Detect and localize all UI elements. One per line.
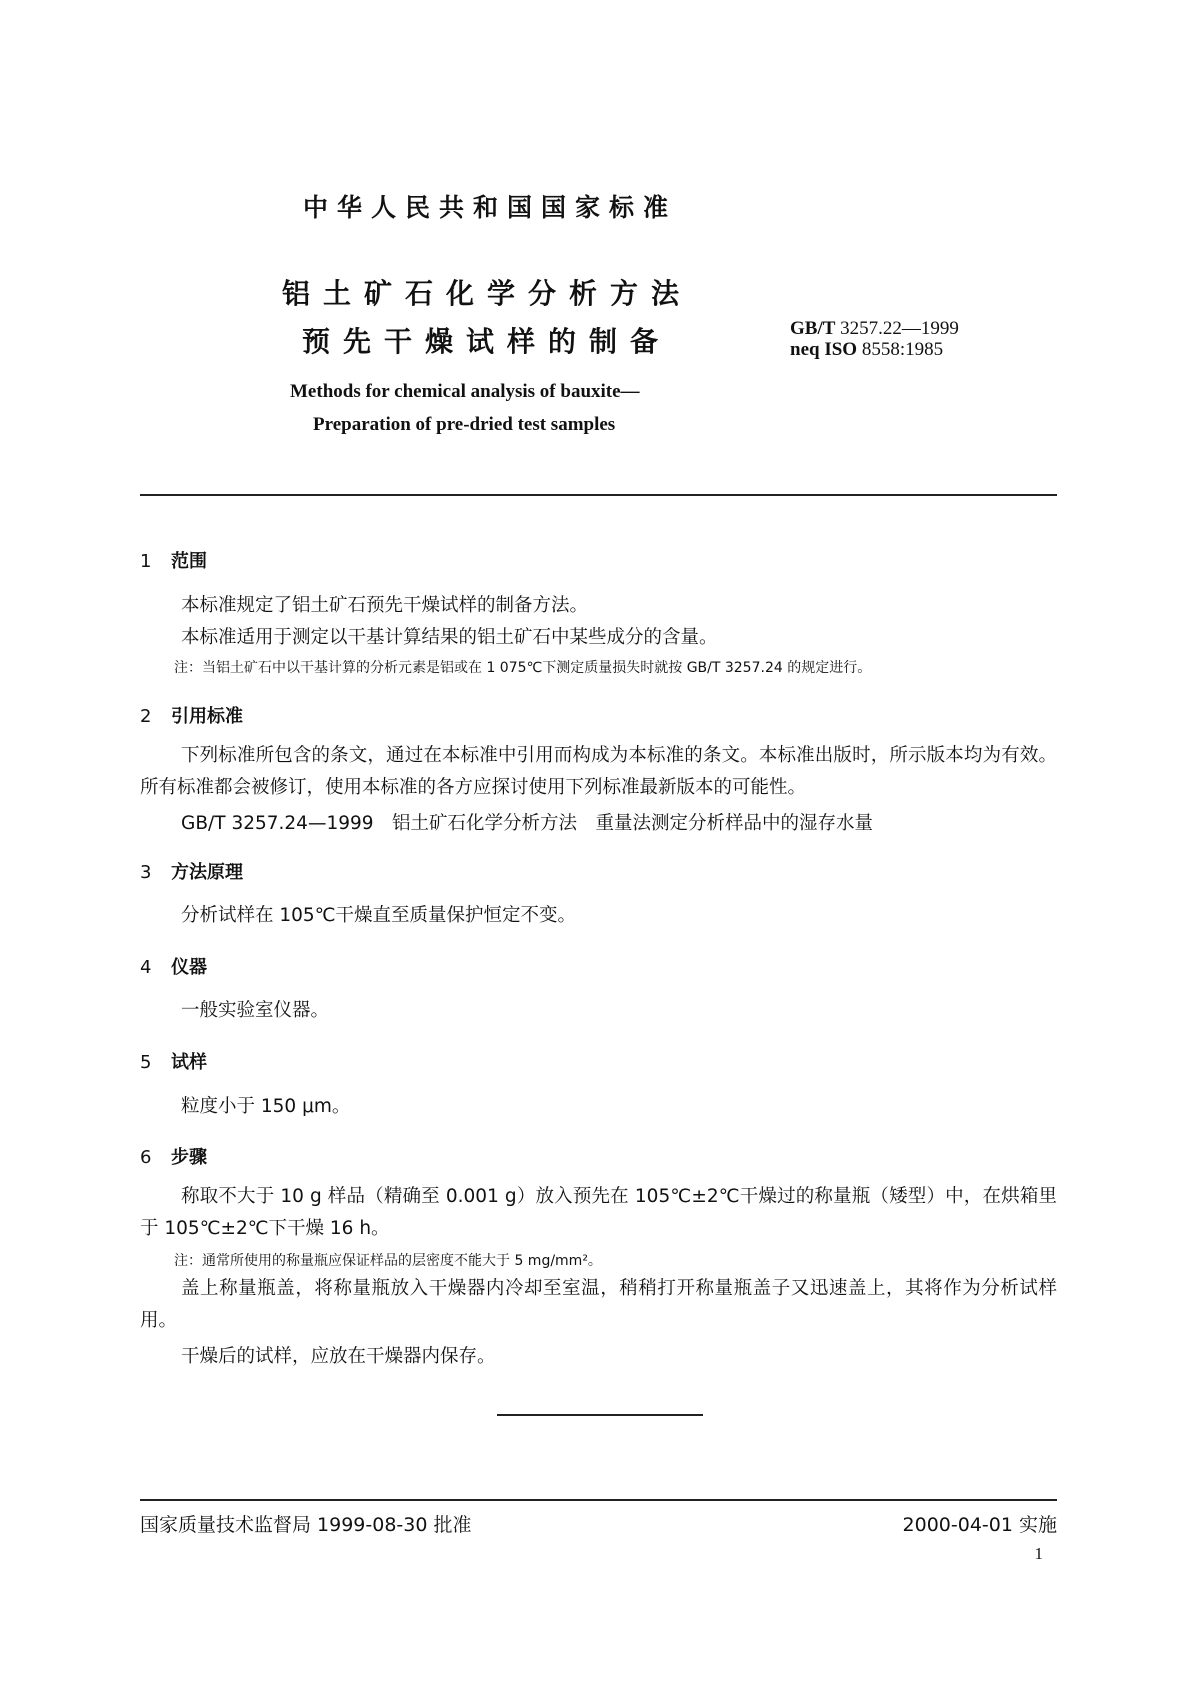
s5-paragraph-1: 粒度小于 150 μm。	[181, 1096, 351, 1117]
header-divider	[140, 494, 1057, 496]
s6-paragraph-2: 盖上称量瓶盖，将称量瓶放入干燥器内冷却至室温，稍稍打开称量瓶盖子又迅速盖上，其将作为分析试样用。	[140, 1278, 1057, 1331]
section-title: 试样	[171, 1052, 207, 1073]
section-3-heading	[140, 858, 243, 884]
section-6-heading	[140, 1143, 207, 1169]
footer-divider	[140, 1499, 1057, 1501]
section-number: 1	[140, 551, 152, 572]
s1-paragraph-2: 本标准适用于测定以干基计算结果的铝土矿石中某些成分的含量。	[181, 627, 718, 648]
section-title: 引用标准	[171, 706, 243, 727]
section-number: 2	[140, 706, 152, 727]
section-2-heading	[140, 702, 243, 728]
national-standard-heading: 中华人民共和国国家标准	[303, 193, 678, 222]
section-number: 3	[140, 862, 152, 883]
neq-prefix: neq ISO	[790, 339, 858, 360]
title-en-line2: Preparation of pre-dried test samples	[313, 414, 616, 435]
section-5-heading	[140, 1048, 207, 1074]
std-code-number: 3257.22—1999	[840, 318, 959, 339]
s1-paragraph-1: 本标准规定了铝土矿石预先干燥试样的制备方法。	[181, 595, 589, 616]
page-number: 1	[1034, 1544, 1043, 1563]
section-title: 范围	[171, 551, 207, 572]
s6-paragraph-3: 干燥后的试样，应放在干燥器内保存。	[181, 1346, 496, 1367]
title-cn-line2: 预先干燥试样的制备	[302, 325, 672, 358]
section-4-heading	[140, 953, 207, 979]
s4-paragraph-1: 一般实验室仪器。	[181, 1000, 330, 1021]
title-en-line1: Methods for chemical analysis of bauxite—	[290, 381, 640, 402]
s6-paragraph-1: 称取不大于 10 g 样品（精确至 0.001 g）放入预先在 105℃±2℃干燥过的称量瓶（矮型）中，在烘箱里于 105℃±2℃下干燥 16 h。	[140, 1186, 1057, 1239]
standard-code-block	[790, 318, 959, 360]
implementation-date: 2000-04-01 实施	[902, 1514, 1057, 1536]
s6-note: 注：通常所使用的称量瓶应保证样品的层密度不能大于 5 mg/mm²。	[174, 1253, 602, 1269]
title-cn-line1: 铝土矿石化学分析方法	[282, 277, 693, 310]
neq-number: 8558:1985	[861, 339, 944, 360]
section-title: 仪器	[171, 957, 207, 978]
section-title: 方法原理	[171, 862, 243, 883]
section-number: 4	[140, 957, 152, 978]
section-number: 5	[140, 1052, 152, 1073]
section-1-heading	[140, 547, 207, 573]
approval-date: 国家质量技术监督局 1999-08-30 批准	[140, 1514, 472, 1536]
s2-reference: GB/T 3257.24—1999 铝土矿石化学分析方法 重量法测定分析样品中的湿存水量	[181, 813, 874, 834]
std-code-prefix: GB/T	[790, 318, 836, 339]
s2-paragraph-1: 下列标准所包含的条文，通过在本标准中引用而构成为本标准的条文。本标准出版时，所示版本均为有效。所有标准都会被修订，使用本标准的各方应探讨使用下列标准最新版本的可能性。	[140, 745, 1057, 798]
section-title: 步骤	[171, 1147, 207, 1168]
end-divider	[497, 1414, 703, 1416]
s1-note: 注：当铝土矿石中以干基计算的分析元素是铝或在 1 075℃下测定质量损失时就按 GB/T 3257.24 的规定进行。	[174, 660, 872, 676]
s3-paragraph-1: 分析试样在 105℃干燥直至质量保护恒定不变。	[181, 905, 576, 926]
section-number: 6	[140, 1147, 152, 1168]
